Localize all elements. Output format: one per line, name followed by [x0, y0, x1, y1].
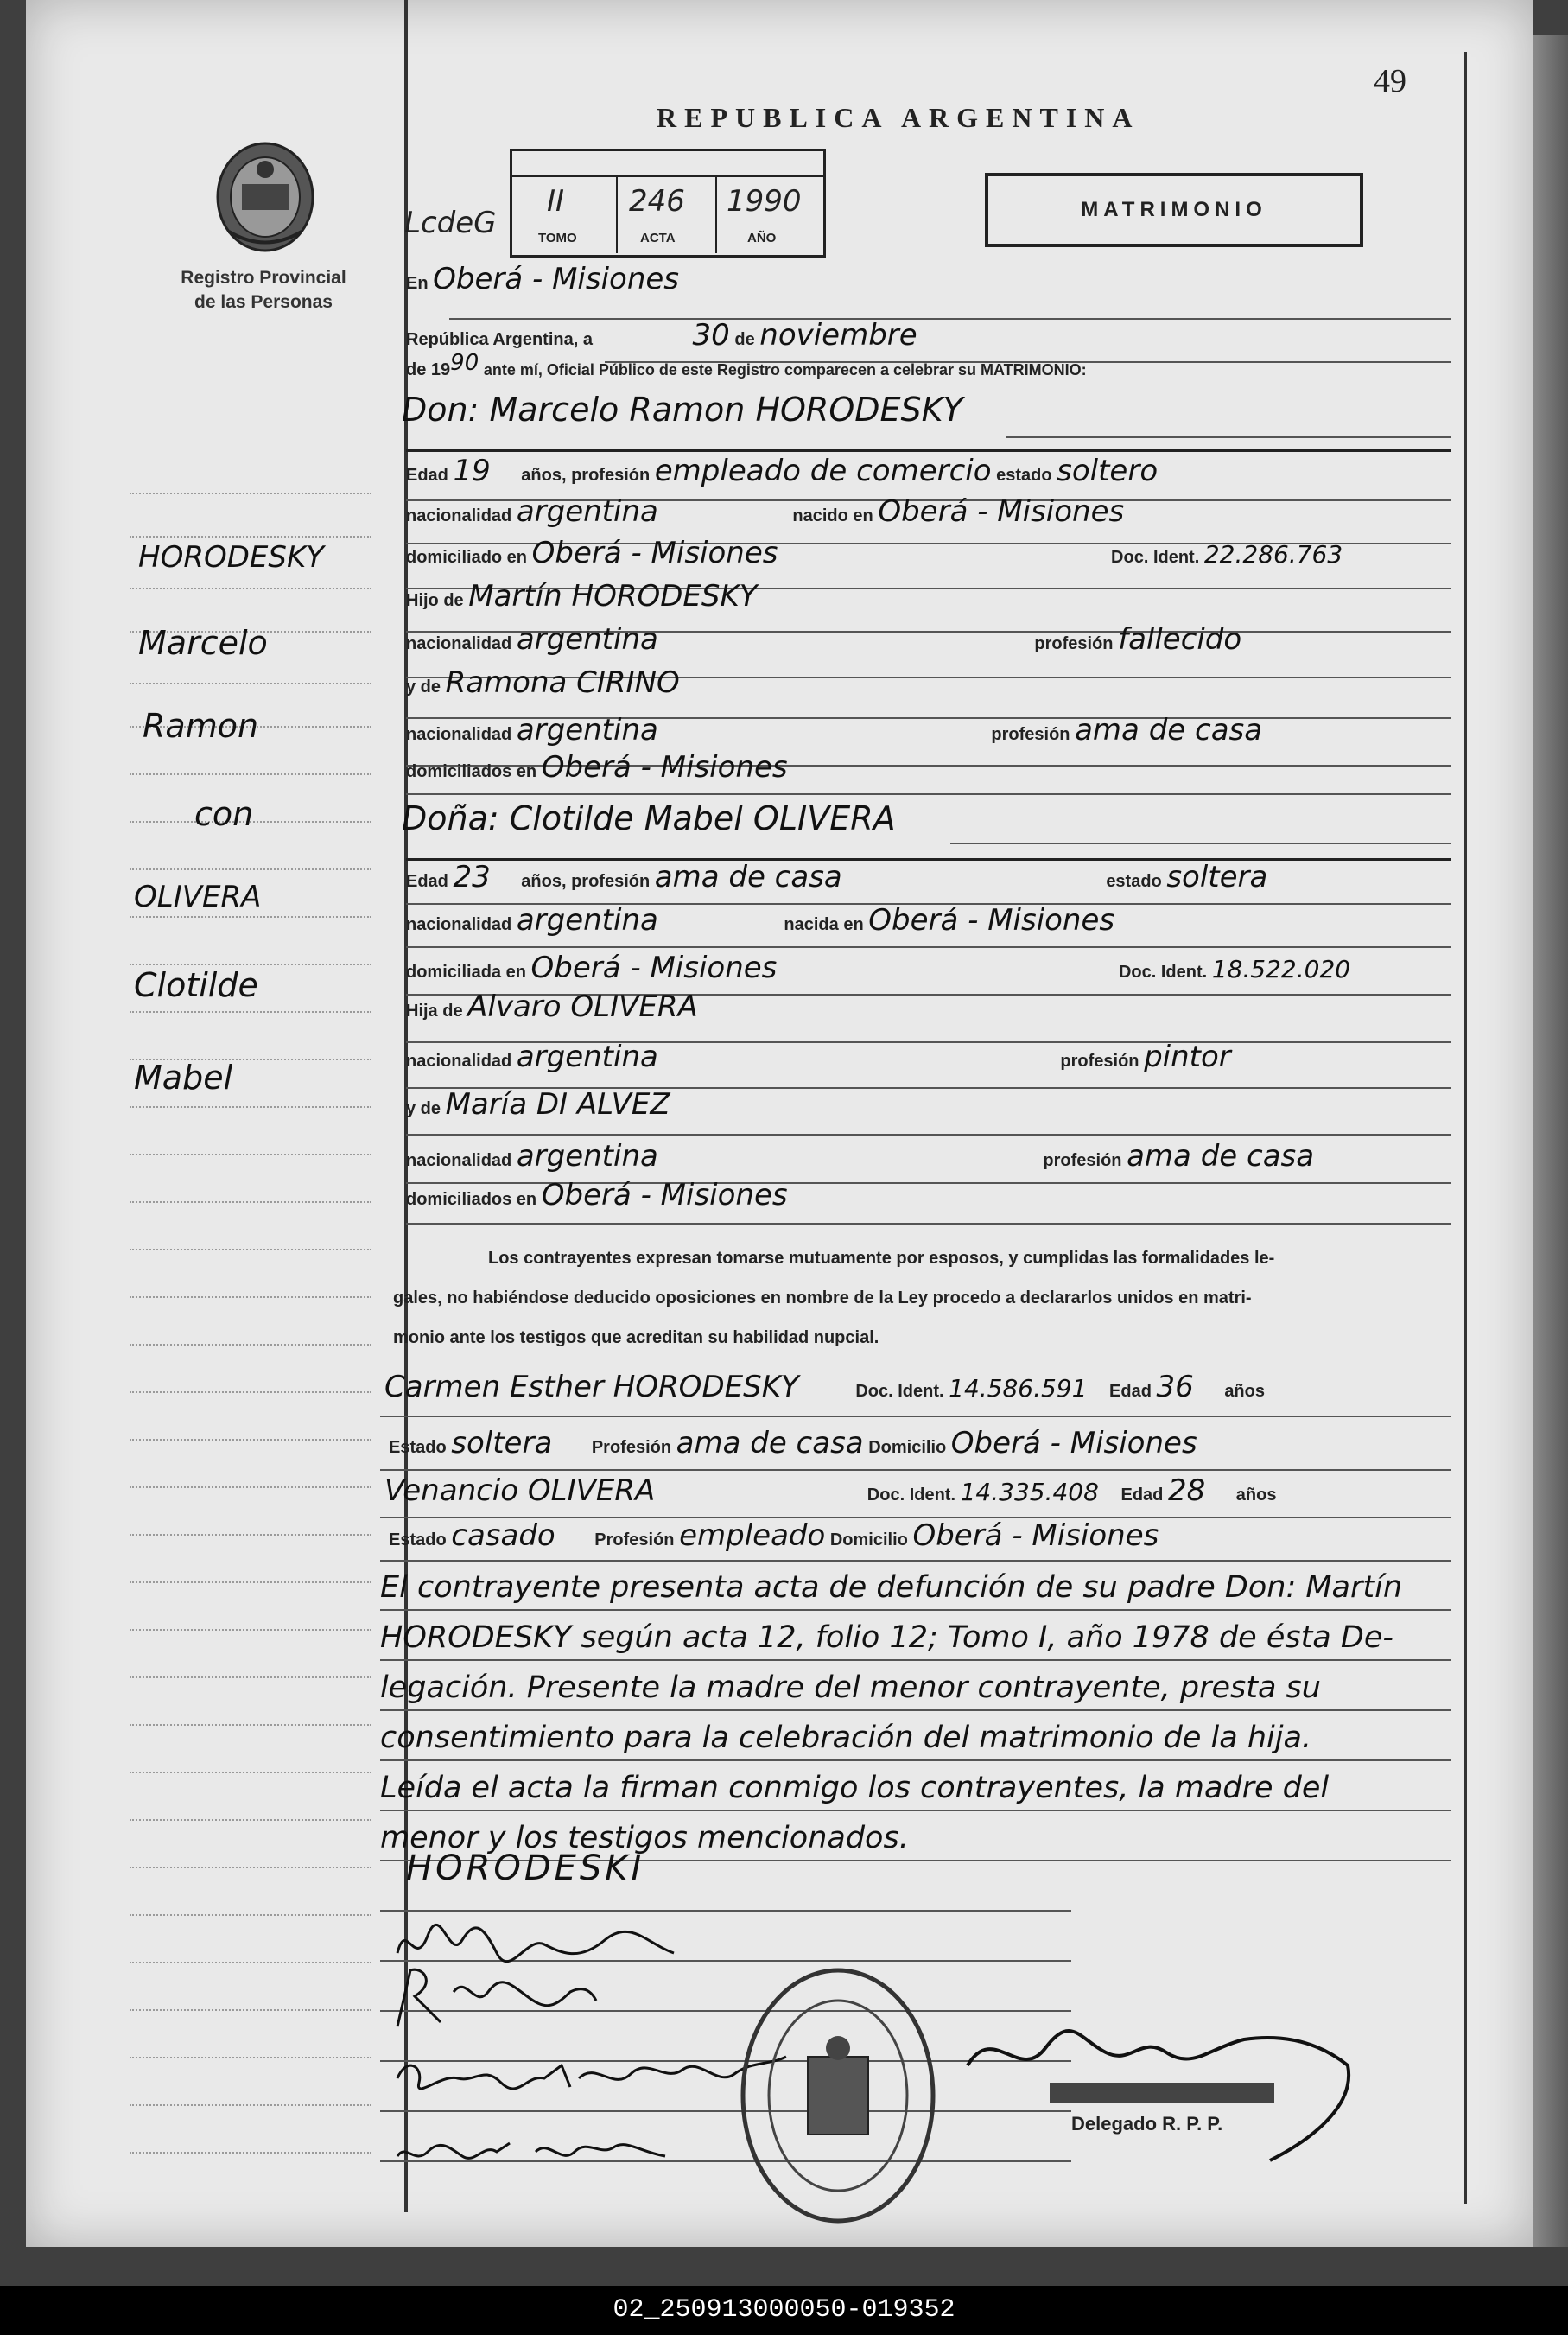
bride-nacida-en: Oberá - Misiones: [868, 903, 1115, 938]
groom-father: Martín HORODESKY: [468, 579, 758, 614]
bride-dom-line: [406, 951, 1350, 985]
oficial-text: ante mí, Oficial Público de este Registro comparecen a celebrar su MATRIMONIO:: [483, 361, 1087, 379]
nacionalidad-label: nacionalidad: [406, 915, 512, 934]
groom-nacionalidad: argentina: [516, 494, 658, 529]
groom-section-top: [406, 449, 1451, 452]
groom-father-nac-line: [406, 622, 1241, 657]
footer-caption: 02_250913000050-019352: [0, 2286, 1568, 2335]
signature-cirino: [389, 1957, 613, 2035]
bride-mother: María DI ALVEZ: [445, 1087, 670, 1122]
groom-father-line: [406, 579, 758, 614]
profesion-label: Profesión: [591, 1438, 672, 1457]
declaration-line2: gales, no habiéndose deducido oposiciones en nombre de la Ley procedo a declararlos unidos en matri-: [393, 1288, 1252, 1307]
domiciliado-label: domiciliado en: [406, 548, 528, 567]
edad-label: Edad: [406, 466, 448, 485]
bride-doc: 18.522.020: [1211, 955, 1351, 983]
coat-of-arms-icon: [212, 137, 320, 258]
note-line-5: Leída el acta la firman conmigo los contrayentes, la madre del: [380, 1771, 1330, 1805]
witness2-name: Venancio OLIVERA: [384, 1473, 656, 1508]
de-label: de: [734, 330, 755, 349]
groom-edad: 19: [453, 454, 491, 488]
parents-dom-label: domiciliados en: [406, 1190, 537, 1209]
profesion-label: Profesión: [594, 1530, 675, 1549]
tomo-value: II: [547, 184, 565, 219]
acta-label: ACTA: [640, 231, 676, 245]
yde-label: y de: [406, 678, 441, 697]
day-value: 30: [692, 318, 730, 353]
bride-domicilio: Oberá - Misiones: [530, 951, 778, 985]
page-number: 49: [1374, 63, 1406, 99]
estado-label: estado: [1106, 872, 1162, 891]
witness1-domicilio: Oberá - Misiones: [950, 1426, 1197, 1460]
edad-label: Edad: [1120, 1486, 1164, 1505]
bride-father-line: [406, 989, 698, 1024]
month-value: noviembre: [759, 318, 917, 353]
anos-label: años: [1235, 1486, 1277, 1505]
witness1-doc: 14.586.591: [949, 1374, 1088, 1403]
bride-father-nac: argentina: [516, 1040, 658, 1074]
groom-mother: Ramona CIRINO: [445, 665, 680, 700]
groom-father-prof: fallecido: [1118, 622, 1242, 657]
hijo-label: Hijo de: [406, 591, 464, 610]
groom-nacido-en: Oberá - Misiones: [878, 494, 1125, 529]
margin-name-horodesky: HORODESKY: [138, 540, 325, 575]
officer-signature: [942, 2014, 1374, 2169]
witness2-edad: 28: [1167, 1473, 1206, 1508]
groom-mother-line: [406, 665, 680, 700]
groom-mother-nac-line: [406, 713, 1262, 748]
groom-mother-nac: argentina: [516, 713, 658, 748]
nacionalidad-label: nacionalidad: [406, 506, 512, 525]
registry-label-line2: de las Personas: [194, 292, 333, 312]
groom-name: Don: Marcelo Ramon HORODESKY: [402, 391, 963, 429]
official-stamp-icon: [734, 1962, 942, 2230]
witness2-doc: 14.335.408: [960, 1478, 1099, 1506]
witness1-estado: soltera: [451, 1426, 553, 1460]
marginal-note: [380, 1562, 1451, 1863]
right-border-rule: [1464, 52, 1467, 2204]
bride-mother-nac: argentina: [516, 1139, 658, 1174]
margin-name-clotilde: Clotilde: [134, 966, 258, 1004]
estado-label: Estado: [389, 1438, 447, 1457]
bride-edad-line: [406, 860, 1267, 894]
doc-label: Doc. Ident.: [867, 1486, 956, 1505]
bride-nacionalidad: argentina: [516, 903, 658, 938]
anos-prof-label: años, profesión: [521, 466, 651, 485]
year-suffix: 90: [450, 350, 479, 376]
signature-horodeski-text: HORODESKI: [406, 1848, 645, 1888]
anos-label: años: [1224, 1382, 1265, 1401]
father-nac-label: nacionalidad: [406, 634, 512, 653]
note-line-2: HORODESKY según acta 12, folio 12; Tomo I, año 1978 de ésta De-: [380, 1620, 1393, 1655]
groom-father-nac: argentina: [516, 622, 658, 657]
document-type-box: MATRIMONIO: [985, 173, 1363, 247]
groom-doc: 22.286.763: [1203, 540, 1343, 569]
bride-parents-dom-line: [406, 1178, 788, 1212]
estado-label: Estado: [389, 1530, 447, 1549]
margin-name-ramon: Ramon: [143, 707, 259, 745]
bride-name: Doña: Clotilde Mabel OLIVERA: [402, 799, 896, 837]
tomo-label: TOMO: [538, 231, 577, 245]
bride-mother-nac-line: [406, 1139, 1314, 1174]
groom-parents-dom-line: [406, 750, 788, 785]
groom-dom-line: [406, 536, 1343, 570]
mother-prof-label: profesión: [1043, 1151, 1122, 1170]
witness1-line: [384, 1370, 1265, 1404]
place-line: [406, 262, 679, 296]
registry-label-line1: Registro Provincial: [181, 268, 346, 288]
groom-heading: [402, 391, 963, 429]
bride-father: Alvaro OLIVERA: [467, 989, 698, 1024]
witness2-line: [384, 1473, 1276, 1508]
declaration: [393, 1238, 1443, 1358]
note-line-6: menor y los testigos mencionados.: [380, 1821, 909, 1855]
ano-value: 1990: [727, 184, 802, 219]
delegado-label: Delegado R. P. P.: [1071, 2113, 1223, 2135]
note-line-3: legación. Presente la madre del menor contrayente, presta su: [380, 1670, 1321, 1705]
father-prof-label: profesión: [1060, 1052, 1139, 1071]
ref-prefix: LcdeG: [404, 206, 497, 240]
bride-father-prof: pintor: [1144, 1040, 1231, 1074]
bride-estado: soltera: [1166, 860, 1268, 894]
place-value: Oberá - Misiones: [433, 262, 680, 296]
mother-nac-label: nacionalidad: [406, 725, 512, 744]
book-edge: [1533, 35, 1568, 2247]
margin-name-mabel: Mabel: [134, 1059, 233, 1097]
witness2-profesion: empleado: [679, 1518, 826, 1553]
margin-name-olivera: OLIVERA: [134, 880, 262, 914]
de-year-label: de 19: [406, 360, 451, 379]
witness2-estado: casado: [451, 1518, 555, 1553]
reference-box: [510, 149, 826, 258]
ano-label: AÑO: [747, 231, 777, 245]
doc-label: Doc. Ident.: [1111, 548, 1200, 567]
father-nac-label: nacionalidad: [406, 1052, 512, 1071]
groom-profesion: empleado de comercio: [654, 454, 992, 488]
bride-profesion: ama de casa: [654, 860, 842, 894]
witness1-name: Carmen Esther HORODESKY: [384, 1370, 799, 1404]
registry-label: [147, 266, 380, 315]
bride-parents-dom: Oberá - Misiones: [541, 1178, 788, 1212]
groom-nac-line: [406, 494, 1124, 529]
document-title: REPUBLICA ARGENTINA: [657, 102, 1140, 133]
mother-nac-label: nacionalidad: [406, 1151, 512, 1170]
note-line-4: consentimiento para la celebración del matrimonio de la hija.: [380, 1721, 1312, 1755]
bride-heading: [402, 799, 896, 837]
witness1-edad: 36: [1156, 1370, 1194, 1404]
en-label: En: [406, 274, 429, 293]
bride-mother-prof: ama de casa: [1127, 1139, 1315, 1174]
groom-domicilio: Oberá - Misiones: [531, 536, 778, 570]
nacido-label: nacido en: [792, 506, 873, 525]
parents-dom-label: domiciliados en: [406, 762, 537, 781]
doc-label: Doc. Ident.: [1118, 963, 1208, 982]
acta-value: 246: [629, 184, 685, 219]
edad-label: Edad: [406, 872, 448, 891]
oficial-line: [406, 350, 1087, 380]
witness1-profesion: ama de casa: [676, 1426, 864, 1460]
republica-label: República Argentina, a: [406, 330, 593, 349]
declaration-line3: monio ante los testigos que acreditan su habilidad nupcial.: [393, 1328, 879, 1347]
anos-prof-label: años, profesión: [521, 872, 651, 891]
signature-venancio-olivera: [389, 2117, 682, 2178]
hija-label: Hija de: [406, 1002, 463, 1021]
declaration-line1: Los contrayentes expresan tomarse mutuamente por esposos, y cumplidas las formalidades le-: [488, 1249, 1275, 1268]
date-line: [406, 318, 917, 353]
groom-parents-dom: Oberá - Misiones: [541, 750, 788, 785]
bride-mother-line: [406, 1087, 670, 1122]
domicilio-label: Domicilio: [829, 1530, 908, 1549]
domiciliada-label: domiciliada en: [406, 963, 526, 982]
domicilio-label: Domicilio: [868, 1438, 947, 1457]
estado-label: estado: [996, 466, 1052, 485]
groom-mother-prof: ama de casa: [1075, 713, 1263, 748]
witness2-domicilio: Oberá - Misiones: [912, 1518, 1159, 1553]
signature-horodeski: [397, 1832, 674, 1901]
witness1-detail-line: [389, 1426, 1197, 1460]
yde-label: y de: [406, 1099, 441, 1118]
groom-estado: soltero: [1057, 454, 1159, 488]
bride-edad: 23: [453, 860, 491, 894]
mother-prof-label: profesión: [991, 725, 1070, 744]
edad-label: Edad: [1109, 1382, 1152, 1401]
bride-father-nac-line: [406, 1040, 1231, 1074]
groom-edad-line: [406, 454, 1158, 488]
margin-name-marcelo: Marcelo: [138, 624, 268, 662]
witness2-detail-line: [389, 1518, 1159, 1553]
margin-name-con: con: [194, 795, 254, 833]
doc-label: Doc. Ident.: [855, 1382, 944, 1401]
father-prof-label: profesión: [1034, 634, 1114, 653]
note-line-1: El contrayente presenta acta de defunción de su padre Don: Martín: [380, 1570, 1403, 1605]
bride-nac-line: [406, 903, 1114, 938]
nacida-label: nacida en: [784, 915, 864, 934]
